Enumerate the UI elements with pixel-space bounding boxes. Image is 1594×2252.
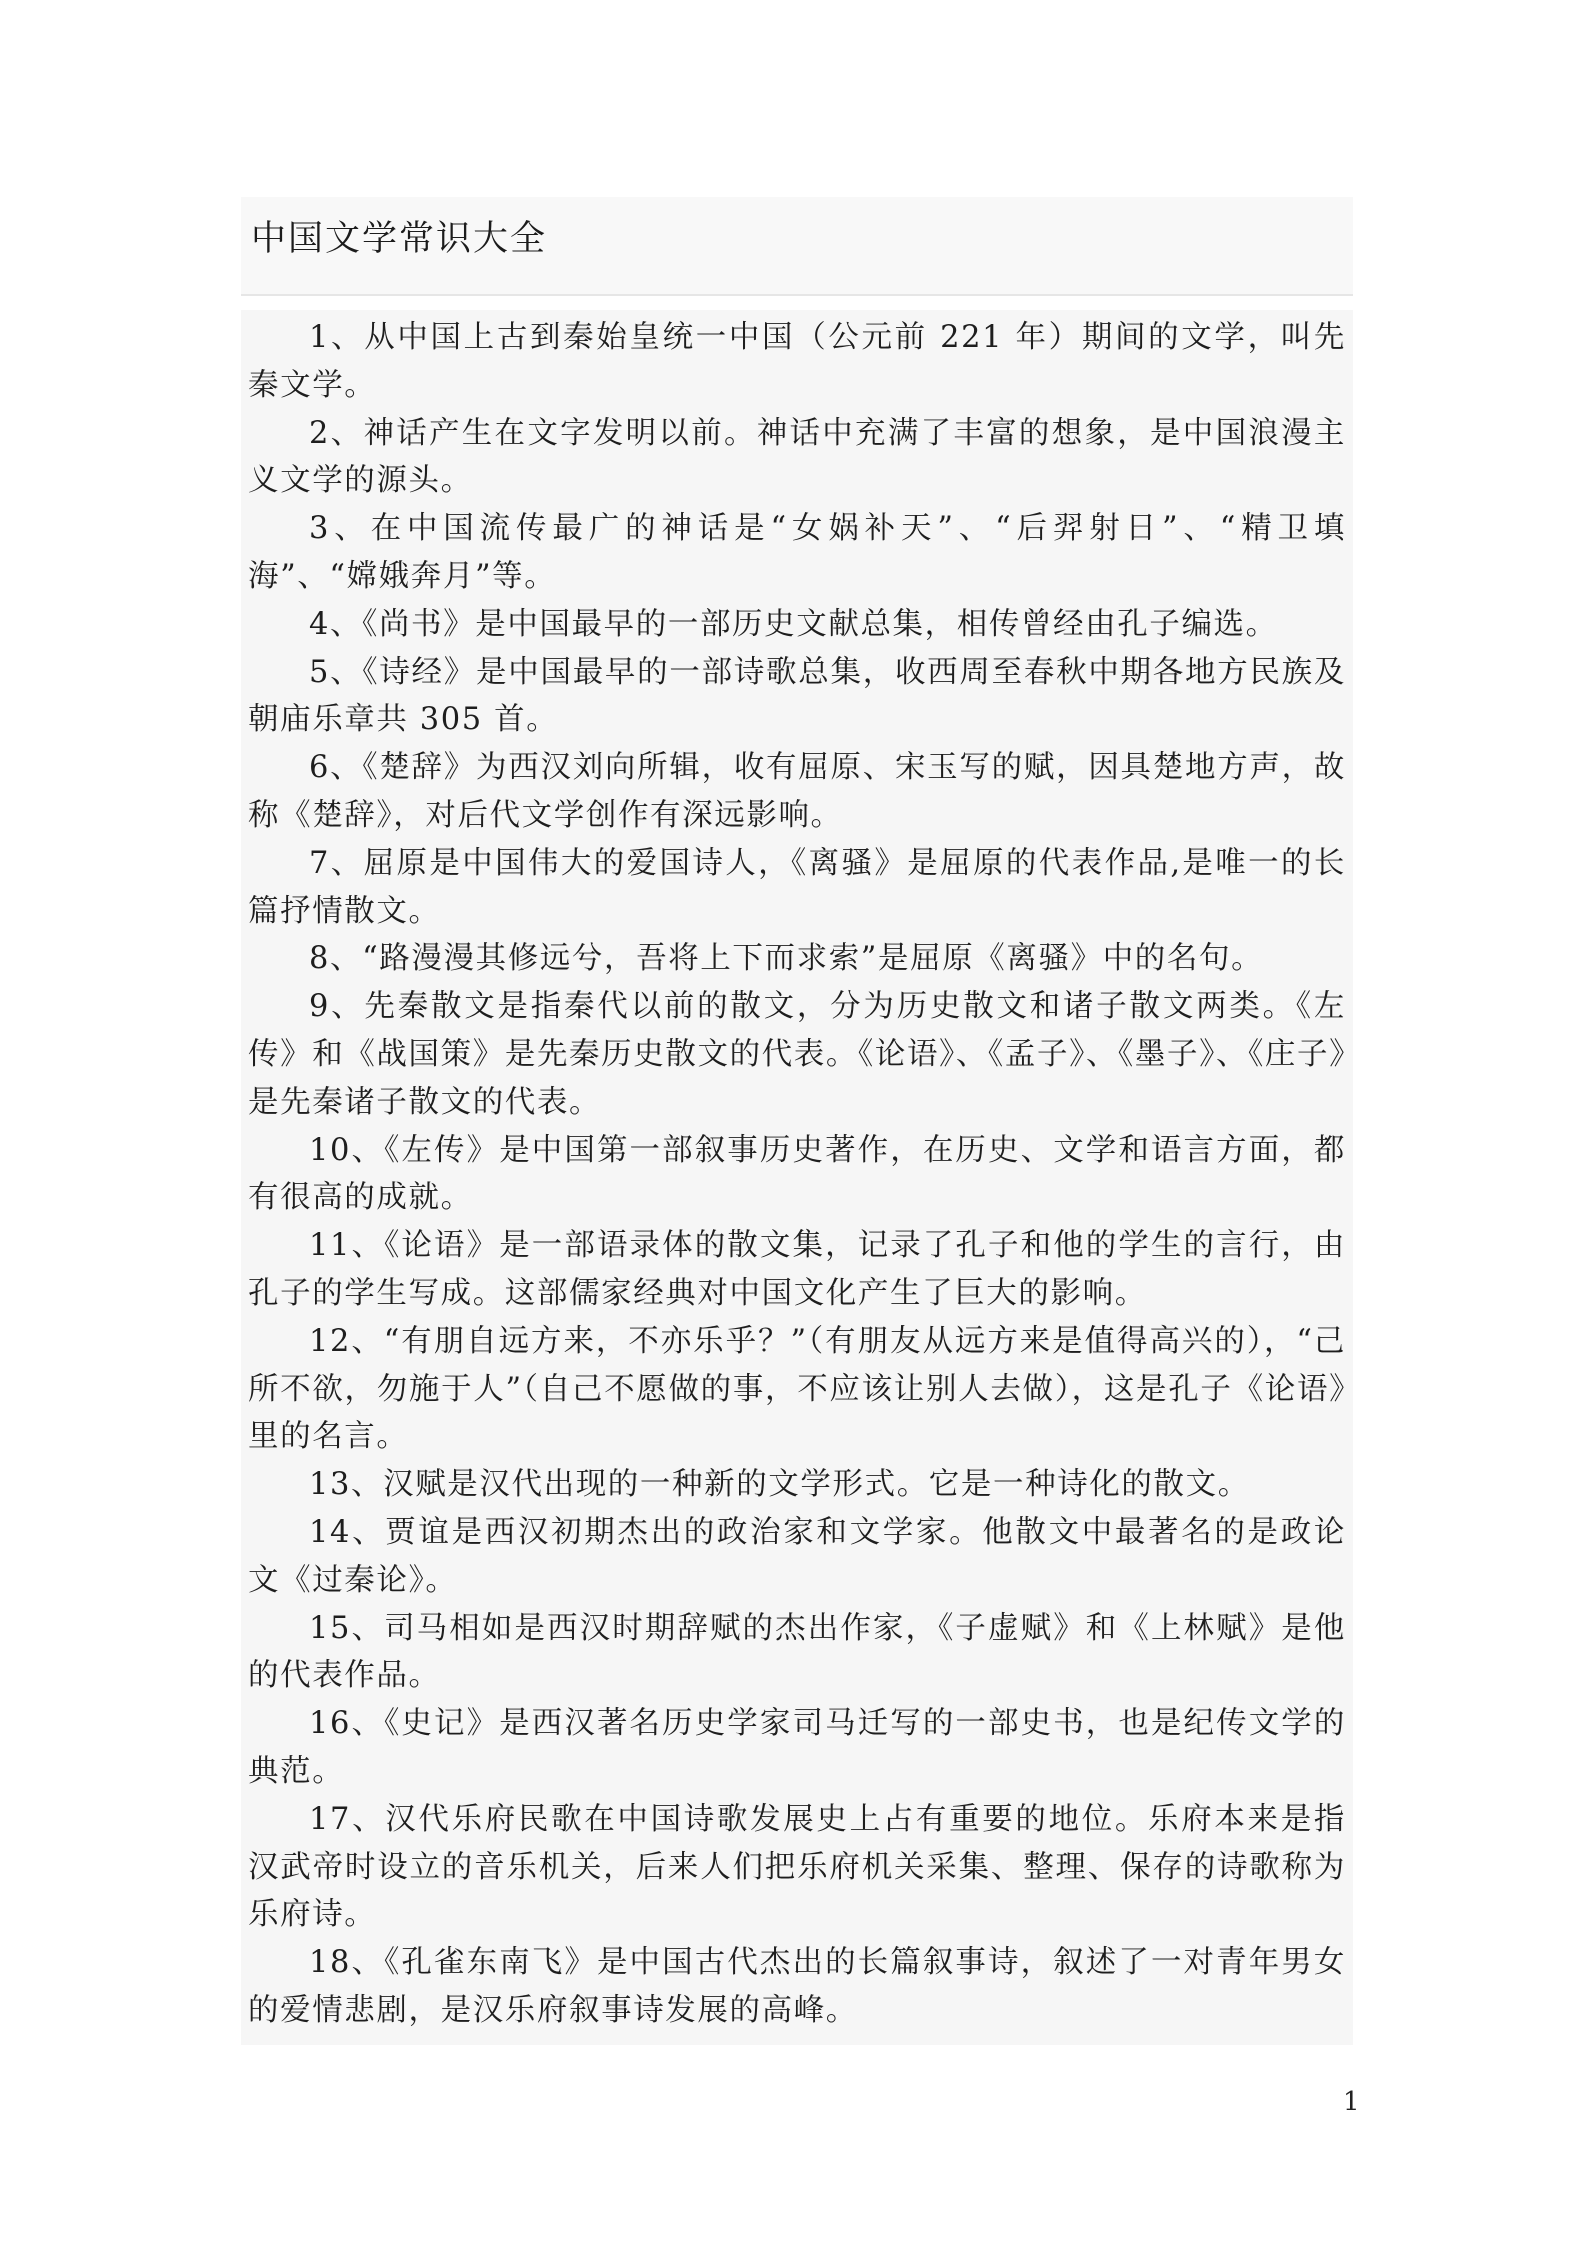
list-item: 5、《诗经》是中国最早的一部诗歌总集，收西周至春秋中期各地方民族及朝庙乐章共 305 首。 [248,654,1346,738]
list-item: 4、《尚书》是中国最早的一部历史文献总集，相传曾经由孔子编选。 [309,606,1278,642]
list-item: 14、贾谊是西汉初期杰出的政治家和文学家。他散文中最著名的是政论文《过秦论》。 [248,1514,1346,1598]
list-item: 12、“有朋自远方来，不亦乐乎？”（有朋友从远方来是值得高兴的），“己所不欲，勿施于人”（自己不愿做的事，不应该让别人去做），这是孔子《论语》里的名言。 [248,1323,1346,1455]
list-item: 7、屈原是中国伟大的爱国诗人，《离骚》是屈原的代表作品,是唯一的长篇抒情散文。 [248,845,1346,929]
document-title: 中国文学常识大全 [251,219,548,259]
list-item: 11、《论语》是一部语录体的散文集，记录了孔子和他的学生的言行，由孔子的学生写成。这部儒家经典对中国文化产生了巨大的影响。 [248,1228,1346,1311]
list-item: 16、《史记》是西汉著名历史学家司马迁写的一部史书，也是纪传文学的典范。 [248,1706,1346,1789]
list-item: 1、从中国上古到秦始皇统一中国（公元前 221 年）期间的文学，叫先秦文学。 [248,320,1346,403]
content-area [241,310,1353,2045]
list-item: 9、先秦散文是指秦代以前的散文，分为历史散文和诸子散文两类。《左传》和《战国策》是先秦历史散文的代表。《论语》、《孟子》、《墨子》、《庄子》是先秦诸子散文的代表。 [248,989,1346,1120]
list-item: 2、神话产生在文字发明以前。神话中充满了丰富的想象，是中国浪漫主义文学的源头。 [248,415,1346,499]
list-item: 3、在中国流传最广的神话是“女娲补天”、“后羿射日”、“精卫填海”、“嫦娥奔月”等。 [248,511,1346,594]
list-item: 15、司马相如是西汉时期辞赋的杰出作家，《子虚赋》和《上林赋》是他的代表作品。 [248,1610,1346,1694]
list-item: 6、《楚辞》为西汉刘向所辑，收有屈原、宋玉写的赋，因具楚地方声，故称《楚辞》，对后代文学创作有深远影响。 [248,750,1346,833]
list-item: 18、《孔雀东南飞》是中国古代杰出的长篇叙事诗，叙述了一对青年男女的爱情悲剧，是汉乐府叙事诗发展的高峰。 [248,1945,1346,2028]
item-list [248,314,1346,2035]
list-item: 10、《左传》是中国第一部叙事历史著作，在历史、文学和语言方面，都有很高的成就。 [248,1132,1346,1216]
page-number: 1 [1343,2087,1360,2117]
list-item: 8、“路漫漫其修远兮，吾将上下而求索”是屈原《离骚》中的名句。 [309,941,1264,977]
list-item: 13、汉赋是汉代出现的一种新的文学形式。它是一种诗化的散文。 [309,1467,1250,1503]
list-item: 17、汉代乐府民歌在中国诗歌发展史上占有重要的地位。乐府本来是指汉武帝时设立的音乐机关，后来人们把乐府机关采集、整理、保存的诗歌称为乐府诗。 [248,1801,1346,1933]
title-band [241,197,1353,296]
